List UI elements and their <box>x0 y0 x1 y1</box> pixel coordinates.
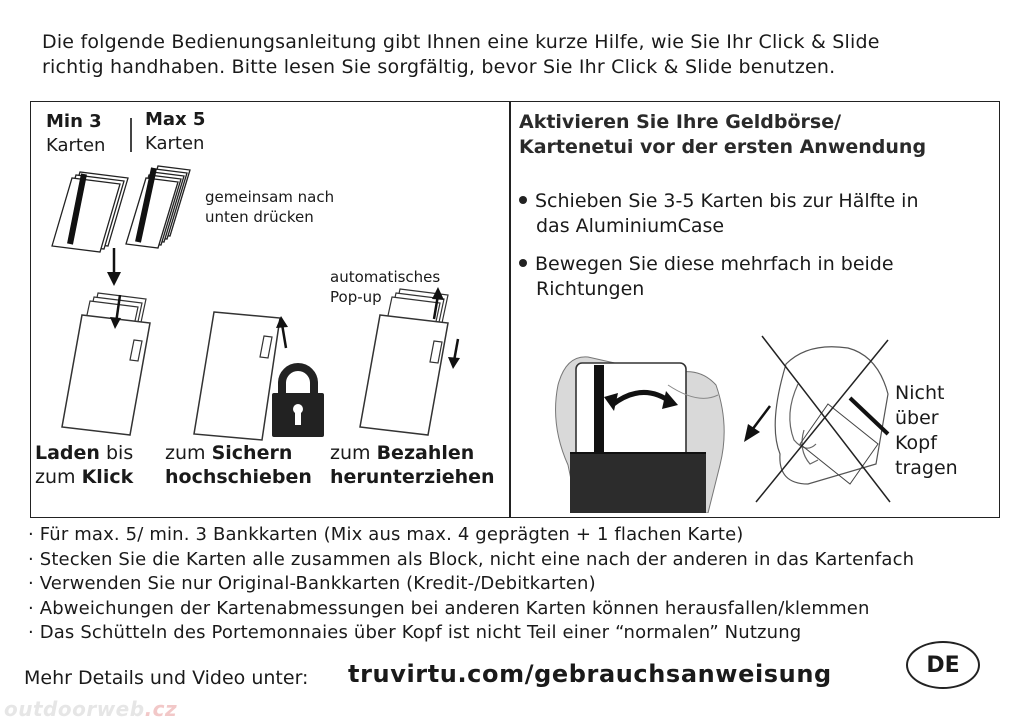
step-secure-c: hochschieben <box>165 466 312 488</box>
bullet-dot-icon <box>519 196 527 204</box>
step-pay-a: zum <box>330 442 377 464</box>
right-bullet-2-line-2: Richtungen <box>536 278 645 300</box>
note-item: · Verwenden Sie nur Original-Bankkarten (Kredit-/Debitkarten) <box>28 573 596 594</box>
notes-list <box>28 523 1018 646</box>
wallet-pay-illustration <box>356 285 476 445</box>
bullet-dot-icon <box>519 259 527 267</box>
warning-line-1: Nicht <box>895 382 945 404</box>
intro-line-1: Die folgende Bedienungsanleitung gibt Ihnen eine kurze Hilfe, wie Sie Ihr Click & Slide <box>42 31 880 53</box>
warning-line-2: über <box>895 407 939 429</box>
hand-wallet-illustration <box>548 345 733 513</box>
diagonal-arrow-icon <box>742 404 774 444</box>
step-pay-b: Bezahlen <box>376 442 475 464</box>
warning-line-3: Kopf <box>895 432 937 454</box>
popup-note-line-1: automatisches <box>330 268 441 286</box>
step-pay-label <box>330 441 495 489</box>
step-secure-a: zum <box>165 442 212 464</box>
right-heading <box>519 110 926 160</box>
note-item: · Abweichungen der Kartenabmessungen bei anderen Karten können herausfallen/klemmen <box>28 597 870 619</box>
card-stacks-illustration <box>50 160 200 260</box>
min-max-separator <box>130 118 132 152</box>
card-stack-min-icon <box>52 172 128 252</box>
note-item: · Stecken Sie die Karten alle zusammen als Block, nicht eine nach der anderen in das Kartenfach <box>28 548 915 570</box>
watermark-suffix: .cz <box>144 697 178 721</box>
step-load-b: bis <box>99 442 134 464</box>
step-load-c: zum <box>35 466 82 488</box>
step-secure-label <box>165 441 312 489</box>
right-bullet-1-line-2: das AluminiumCase <box>536 215 725 237</box>
panel-divider <box>509 101 511 518</box>
right-bullet-1-line-1: Schieben Sie 3-5 Karten bis zur Hälfte in <box>535 190 919 212</box>
wallet-load-illustration <box>58 285 158 445</box>
watermark-main: outdoorweb <box>4 697 145 721</box>
step-pay-c: herunterziehen <box>330 466 495 488</box>
footer-url-link[interactable]: truvirtu.com/gebrauchsanweisung <box>348 660 832 688</box>
card-stack-max-icon <box>126 166 190 248</box>
right-bullet-2-line-1: Bewegen Sie diese mehrfach in beide <box>535 253 894 275</box>
warning-line-4: tragen <box>895 457 958 479</box>
lock-icon <box>270 363 326 439</box>
right-bullet-1 <box>519 189 919 239</box>
min-sub: Karten <box>46 135 106 156</box>
right-heading-line-1: Aktivieren Sie Ihre Geldbörse/ <box>519 111 842 133</box>
note-item: · Für max. 5/ min. 3 Bankkarten (Mix aus max. 4 geprägten + 1 flachen Karte) <box>28 524 744 545</box>
max-title: Max 5 <box>145 109 206 130</box>
press-note <box>205 187 334 227</box>
press-note-line-2: unten drücken <box>205 208 314 226</box>
language-badge: DE <box>906 641 980 689</box>
intro-line-2: richtig handhaben. Bitte lesen Sie sorgfältig, bevor Sie Ihr Click & Slide benutzen. <box>42 56 836 78</box>
step-load-d: Klick <box>81 466 134 488</box>
watermark <box>4 697 177 721</box>
min-cards-label <box>46 110 105 158</box>
right-heading-line-2: Kartenetui vor der ersten Anwendung <box>519 136 927 158</box>
down-arrow-icon <box>104 248 124 288</box>
warning-text <box>895 381 958 481</box>
footer-label: Mehr Details und Video unter: <box>24 667 309 689</box>
step-secure-b: Sichern <box>211 442 293 464</box>
step-load-label <box>35 441 133 489</box>
press-note-line-1: gemeinsam nach <box>205 188 335 206</box>
step-load-a: Laden <box>35 442 100 464</box>
max-sub: Karten <box>145 133 205 154</box>
intro-text <box>42 30 1002 80</box>
popup-note-line-2: Pop-up <box>330 288 382 306</box>
max-cards-label <box>145 108 205 156</box>
right-bullet-2 <box>519 252 894 302</box>
note-item: · Das Schütteln des Portemonnaies über Kopf ist nicht Teil einer “normalen” Nutzung <box>28 622 802 643</box>
min-title: Min 3 <box>46 111 102 132</box>
